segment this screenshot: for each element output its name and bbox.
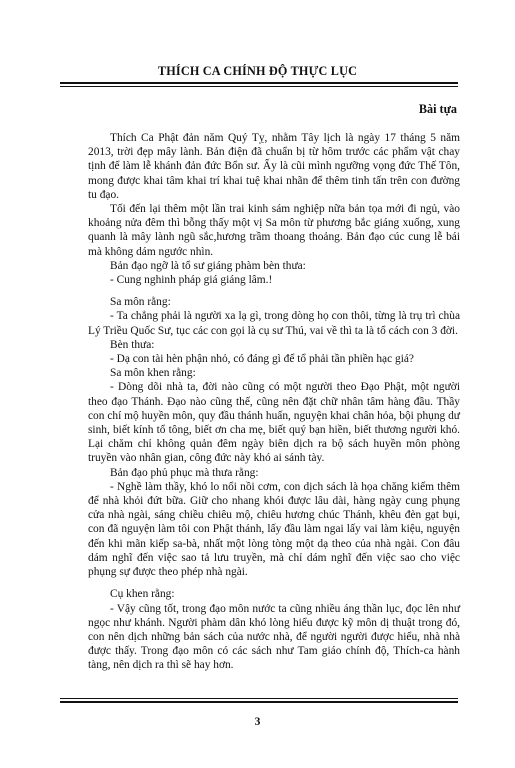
header-rule-thin (60, 86, 458, 87)
section-title: Bài tựa (418, 102, 457, 116)
paragraph: - Nghề làm thầy, khó lo nổi nồi cơm, con dịch sách là họa chăng kiếm thêm để nhà khỏi đứt bữa. Giữ cho nhang khói được lâu dài, hàng ngày cung phụng cửa nhà ngài, sáng chiều chiêu mộ, chiêu hương chúc Thánh, khêu đèn gạt bụi, con đã nguyện làm tôi con Phật thánh, lấy đầu làm ngai lấy vai làm kiệu, nguyện đến khi mãn kiếp sa-bà, nhất một lòng tòng một dạ theo của nhà ngài. Con đâu dám nghĩ đến việc sao tả lưu truyền, mà chỉ dám nghĩ đến việc sao cho việc phụng sự được theo phép nhà ngài. (88, 480, 460, 579)
paragraph: Bản đạo phủ phục mà thưa rằng: (110, 466, 259, 479)
body-text (88, 131, 460, 673)
paragraph: Thích Ca Phật đản năm Quý Tỵ, nhằm Tây lịch là ngày 17 tháng 5 năm 2013, trời đẹp mây lành. Bản điện đã chuẩn bị từ hôm trước các phẩm vật chay tịnh để làm lễ khánh đản đức Bổn sư. Ấy là cũi mình ngưỡng vọng đức Thế Tôn, mong được khai tâm khai trí khai tuệ khai nhãn để thêm tinh tấn trên con đường tu đạo. (88, 132, 460, 201)
paragraph: - Dòng dõi nhà ta, đời nào cũng có một người theo Đạo Phật, một người theo đạo Thánh. Đạo nào cũng thế, cũng nên đặt chữ nhân tâm hàng đầu. Thầy con chí mộ huyền môn, quy đầu thánh huấn, nguyện khai chân hỏa, bội phụng dư sinh, biết kính tổ tông, biết ơn cha mẹ, biết quý bạn hiền, biết thương người khó. Lại chăm chỉ không quản đêm ngày biên dịch ra bộ sách huyền môn phòng truyền vào nhân gian, công đức này khó ai sánh tày. (88, 381, 460, 465)
header-rule-thick (60, 82, 458, 84)
page-header-title: THÍCH CA CHÍNH ĐỘ THỰC LỤC (157, 64, 358, 78)
paragraph: - Cung nghinh pháp giá giáng lâm.! (110, 274, 273, 287)
paragraph: Cụ khen rằng: (110, 588, 175, 601)
paragraph: Sa môn rằng: (110, 296, 171, 309)
paragraph: - Dạ con tài hèn phận nhỏ, có đáng gì để tổ phải tần phiền hạc giá? (110, 353, 414, 366)
paragraph: Bản đạo ngỡ là tổ sư giáng phàm bèn thưa: (110, 259, 306, 272)
paragraph: Tối đến lại thêm một lần trai kinh sám nghiệp nữa bản tọa mới đi ngủ, vào khoảng nửa đêm thì bỗng thấy một vị Sa môn từ phương bắc giáng xuống, xung quanh là mây lành ngũ sắc,hương trầm thoang thoảng. Bản đạo cúc cung lễ bái mà không dám ngước nhìn. (88, 203, 460, 258)
paragraph: Bèn thưa: (110, 338, 155, 351)
footer-rule-thin (60, 698, 458, 699)
paragraph: - Vậy cũng tốt, trong đạo môn nước ta cũng nhiều áng thần lục, đọc lên như ngọc như khánh. Người phàm dân khó lòng hiểu được kỹ môn dị thuật trong đó, con nên dịch những bản sách của nước nhà, để người người được hiểu, nhà nhà được thấy. Trong đạo môn có các sách như Tam giáo chính độ, Thích-ca hành tàng, nên dịch ra thì sẽ hay hơn. (88, 602, 460, 672)
page-number: 3 (254, 716, 261, 728)
paragraph: Sa môn khen rằng: (110, 367, 196, 380)
paragraph: - Ta chẳng phải là người xa lạ gì, trong dòng họ con thôi, từng là trụ trì chùa Lý Triều Quốc Sư, tục các con gọi là cụ sư Thú, vai về thì ta là tổ cách con 3 đời. (88, 310, 460, 337)
footer-rule-thick (60, 701, 458, 703)
